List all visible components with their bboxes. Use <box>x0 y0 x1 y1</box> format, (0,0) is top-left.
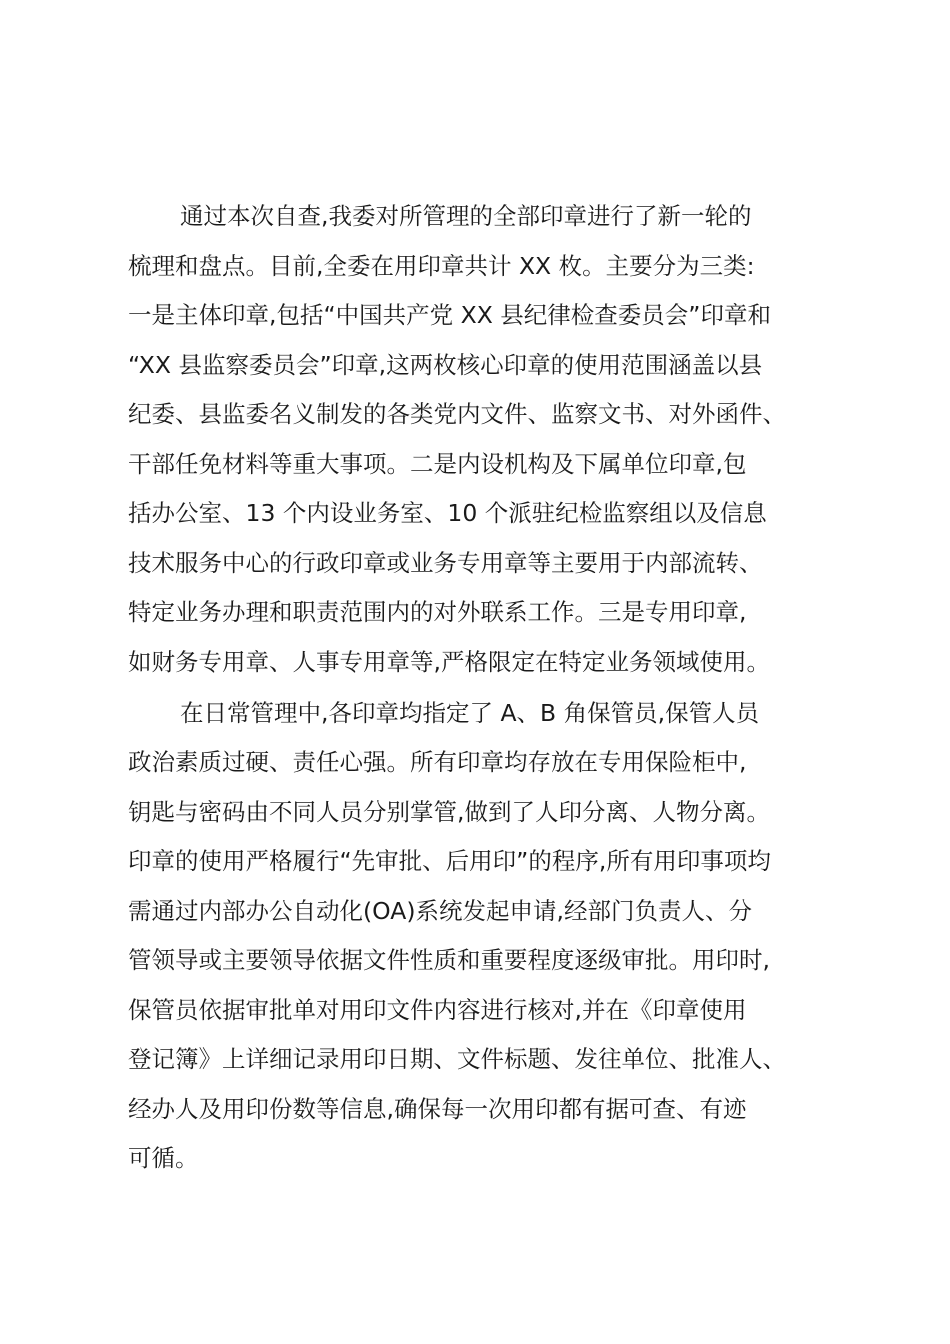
text-line: 一是主体印章,包括“中国共产党 XX 县纪律检查委员会”印章和 <box>128 301 771 329</box>
text-line: 特定业务办理和职责范围内的对外联系工作。三是专用印章, <box>128 598 747 626</box>
text-line: 经办人及用印份数等信息,确保每一次用印都有据可查、有迹 <box>128 1094 747 1123</box>
text-line: 梳理和盘点。目前,全委在用印章共计 XX 枚。主要分为三类: <box>128 251 755 280</box>
text-line: 纪委、县监委名义制发的各类党内文件、监察文书、对外函件、 <box>128 400 786 428</box>
paragraph-seal-inventory <box>128 192 840 687</box>
text-line: 需通过内部办公自动化(OA)系统发起申请,经部门负责人、分 <box>128 896 752 925</box>
text-line: 干部任免材料等重大事项。二是内设机构及下属单位印章,包 <box>128 449 747 478</box>
text-line: 括办公室、13 个内设业务室、10 个派驻纪检监察组以及信息 <box>128 499 767 527</box>
document-body <box>128 192 840 1184</box>
text-line: “XX 县监察委员会”印章,这两枚核心印章的使用范围涵盖以县 <box>128 350 763 379</box>
text-line: 政治素质过硬、责任心强。所有印章均存放在专用保险柜中, <box>128 748 747 776</box>
text-line: 在日常管理中,各印章均指定了 A、B 角保管员,保管人员 <box>180 698 760 727</box>
paragraph-seal-management <box>128 689 840 1184</box>
text-line: 印章的使用严格履行“先审批、后用印”的程序,所有用印事项均 <box>128 847 771 875</box>
text-line: 保管员依据审批单对用印文件内容进行核对,并在《印章使用 <box>128 995 747 1024</box>
text-line: 技术服务中心的行政印章或业务专用章等主要用于内部流转、 <box>128 548 763 577</box>
text-line: 通过本次自查,我委对所管理的全部印章进行了新一轮的 <box>180 202 752 230</box>
text-line: 管领导或主要领导依据文件性质和重要程度逐级审批。用印时, <box>128 946 770 974</box>
text-line: 如财务专用章、人事专用章等,严格限定在特定业务领域使用。 <box>128 647 770 676</box>
text-line: 钥匙与密码由不同人员分别掌管,做到了人印分离、人物分离。 <box>128 797 770 826</box>
text-line: 可循。 <box>128 1144 199 1172</box>
text-line: 登记簿》上详细记录用印日期、文件标题、发往单位、批准人、 <box>128 1045 786 1073</box>
